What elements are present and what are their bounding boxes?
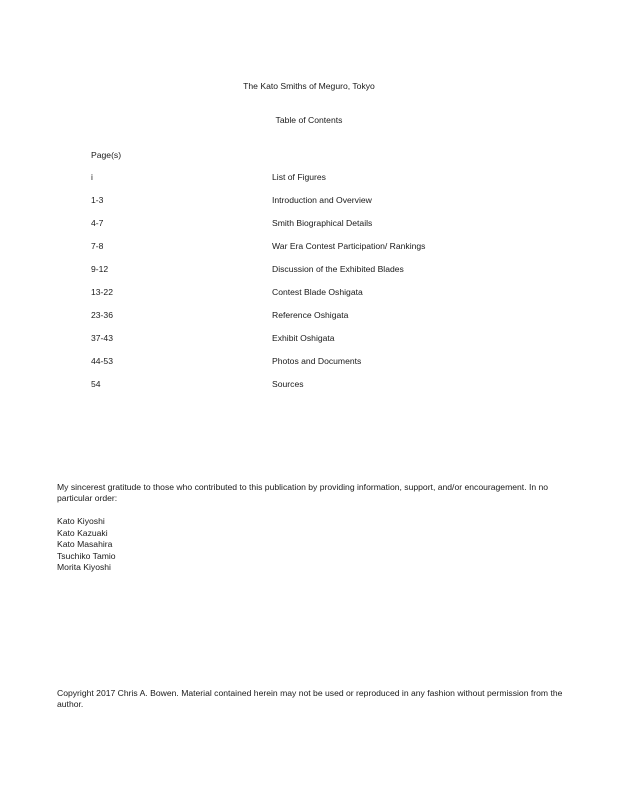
contributor-name: Tsuchiko Tamio <box>57 550 116 561</box>
toc-page-range: 23-36 <box>91 310 113 320</box>
toc-row <box>0 241 618 255</box>
contributor-name: Kato Masahira <box>57 539 113 549</box>
toc-page-range: 7-8 <box>91 241 104 251</box>
toc-entry-title: Introduction and Overview <box>272 195 372 205</box>
toc-entry-title: Sources <box>272 379 304 389</box>
toc-heading: Table of Contents <box>275 115 343 125</box>
toc-entry-title: War Era Contest Participation/ Rankings <box>272 241 426 251</box>
toc-entry-title: Reference Oshigata <box>272 310 349 320</box>
toc-entry-title: Smith Biographical Details <box>272 218 373 228</box>
toc-page-range: 4-7 <box>91 218 104 228</box>
toc-page-range: 13-22 <box>91 287 113 297</box>
toc-page-range: i <box>91 172 93 182</box>
contributor-list <box>57 516 116 574</box>
copyright-notice: Copyright 2017 Chris A. Bowen. Material contained herein may not be used or reproduced in any fashion without permission from the author. <box>57 688 563 709</box>
contributor-name: Kato Kiyoshi <box>57 516 105 526</box>
toc-page-range: 44-53 <box>91 356 113 366</box>
toc-row <box>0 287 618 301</box>
toc-page-range: 54 <box>91 379 101 389</box>
toc-entry-title: Exhibit Oshigata <box>272 333 335 343</box>
toc-row <box>0 333 618 347</box>
toc-row <box>0 264 618 278</box>
contributor-name: Morita Kiyoshi <box>57 562 111 572</box>
toc-row <box>0 195 618 209</box>
document-title: The Kato Smiths of Meguro, Tokyo <box>243 81 375 91</box>
toc-entry-title: Discussion of the Exhibited Blades <box>272 264 404 274</box>
acknowledgement-paragraph: My sincerest gratitude to those who contributed to this publication by providing information, support, and/or encouragement. In no particular order: <box>57 482 549 503</box>
toc-page-range: 1-3 <box>91 195 104 205</box>
toc-row <box>0 379 618 393</box>
toc-row <box>0 310 618 324</box>
toc-entry-title: Contest Blade Oshigata <box>272 287 363 297</box>
pages-column-header: Page(s) <box>91 150 122 160</box>
toc-page-range: 37-43 <box>91 333 113 343</box>
contributor-name: Kato Kazuaki <box>57 527 108 538</box>
toc-entry-title: Photos and Documents <box>272 356 362 366</box>
toc-entry-title: List of Figures <box>272 172 326 182</box>
toc-page-range: 9-12 <box>91 264 109 274</box>
toc-row <box>0 172 618 186</box>
toc-row <box>0 356 618 370</box>
toc-row <box>0 218 618 232</box>
